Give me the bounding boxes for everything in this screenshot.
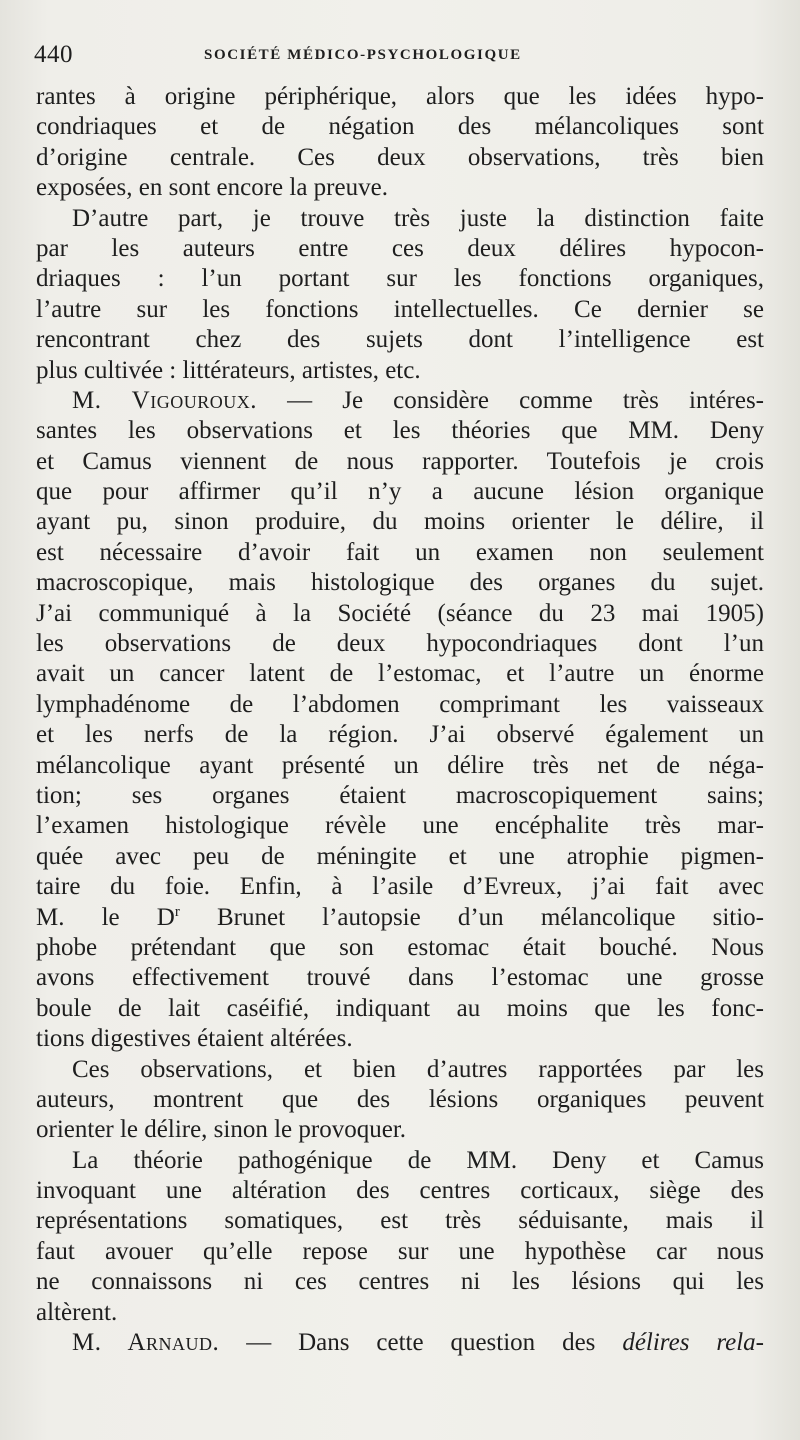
text-fragment: M. le D	[36, 903, 175, 931]
text-line: plus cultivée : littérateurs, artistes, etc.	[36, 356, 421, 384]
speaker-name: M. Vigouroux.	[72, 386, 257, 414]
speaker-line	[36, 1328, 764, 1358]
text-line: tions digestives étaient altérées.	[36, 1025, 353, 1053]
superscript: r	[174, 903, 180, 920]
paragraph-start-line: Ces observations, et bien d’autres rapportées par les	[72, 1055, 764, 1083]
text-line: condriaques et de négation des mélancoliques sont	[36, 113, 764, 141]
text-line: mélancolique ayant présenté un délire très net de néga-	[36, 751, 764, 779]
text-line	[36, 903, 764, 933]
running-head: SOCIÉTÉ MÉDICO-PSYCHOLOGIQUE	[204, 47, 522, 63]
body-text	[36, 82, 764, 1358]
text-line: les observations de deux hypocondriaques dont l’un	[36, 630, 764, 658]
text-line: ayant pu, sinon produire, du moins orienter le délire, il	[36, 508, 764, 536]
text-line: rantes à origine périphérique, alors que les idées hypo-	[36, 83, 764, 110]
text-line: boule de lait caséifié, indiquant au moins que les fonc-	[36, 994, 764, 1022]
text-line: taire du foie. Enfin, à l’asile d’Evreux, j’ai fait avec	[36, 873, 764, 901]
text-line: J’ai communiqué à la Société (séance du 23 mai 1905)	[36, 599, 764, 627]
text-line: quée avec peu de méningite et une atrophie pigmen-	[36, 842, 764, 870]
page-number: 440	[34, 41, 73, 68]
text-line: orienter le délire, sinon le provoquer.	[36, 1116, 407, 1144]
text-line: exposées, en sont encore la preuve.	[36, 174, 388, 202]
text-line: ne connaissons ni ces centres ni les lésions qui les	[36, 1268, 764, 1296]
text-line: représentations somatiques, est très séduisante, mais il	[36, 1207, 764, 1235]
text-line: invoquant une altération des centres corticaux, siège des	[36, 1177, 764, 1205]
paragraph-start-line: La théorie pathogénique de MM. Deny et Camus	[72, 1146, 764, 1174]
text-line: macroscopique, mais histologique des organes du sujet.	[36, 569, 764, 597]
text-line: avait un cancer latent de l’estomac, et l’autre un énorme	[36, 660, 764, 688]
page-header	[34, 40, 764, 70]
text-line: et les nerfs de la région. J’ai observé également un	[36, 721, 764, 749]
text-line: auteurs, montrent que des lésions organiques peuvent	[36, 1085, 764, 1113]
text-line: l’autre sur les fonctions intellectuelles. Ce dernier se	[36, 295, 764, 323]
text-line: phobe prétendant que son estomac était bouché. Nous	[36, 933, 764, 961]
paragraph-start-line: D’autre part, je trouve très juste la distinction faite	[72, 204, 764, 232]
speaker-name: M. Arnaud.	[72, 1329, 220, 1357]
text-line: rencontrant chez des sujets dont l’intelligence est	[36, 326, 764, 354]
text-line: l’examen histologique révèle une encéphalite très mar-	[36, 812, 764, 840]
text-line: par les auteurs entre ces deux délires hypocon-	[36, 234, 764, 262]
text-line: lymphadénome de l’abdomen comprimant les vaisseaux	[36, 690, 764, 718]
text-fragment: Brunet l’autopsie d’un mélancolique sitio-	[179, 903, 764, 931]
text-line: d’origine centrale. Ces deux observations, très bien	[36, 143, 764, 171]
text-line: faut avouer qu’elle repose sur une hypothèse car nous	[36, 1237, 764, 1265]
text-line: santes les observations et les théories que MM. Deny	[36, 417, 764, 445]
text-line: et Camus viennent de nous rapporter. Toutefois je crois	[36, 447, 764, 475]
text-line: tion; ses organes étaient macroscopiquement sains;	[36, 781, 764, 809]
italic-term: délires rela-	[622, 1329, 764, 1357]
text-line: altèrent.	[36, 1298, 118, 1326]
speaker-text: — Je considère comme très intéres-	[256, 386, 764, 414]
text-line: driaques : l’un portant sur les fonctions organiques,	[36, 265, 764, 293]
speaker-line	[36, 386, 764, 416]
text-line: que pour affirmer qu’il n’y a aucune lésion organique	[36, 478, 764, 506]
speaker-text: — Dans cette question des	[219, 1329, 623, 1357]
text-line: avons effectivement trouvé dans l’estomac une grosse	[36, 964, 764, 992]
text-line: est nécessaire d’avoir fait un examen non seulement	[36, 538, 764, 566]
